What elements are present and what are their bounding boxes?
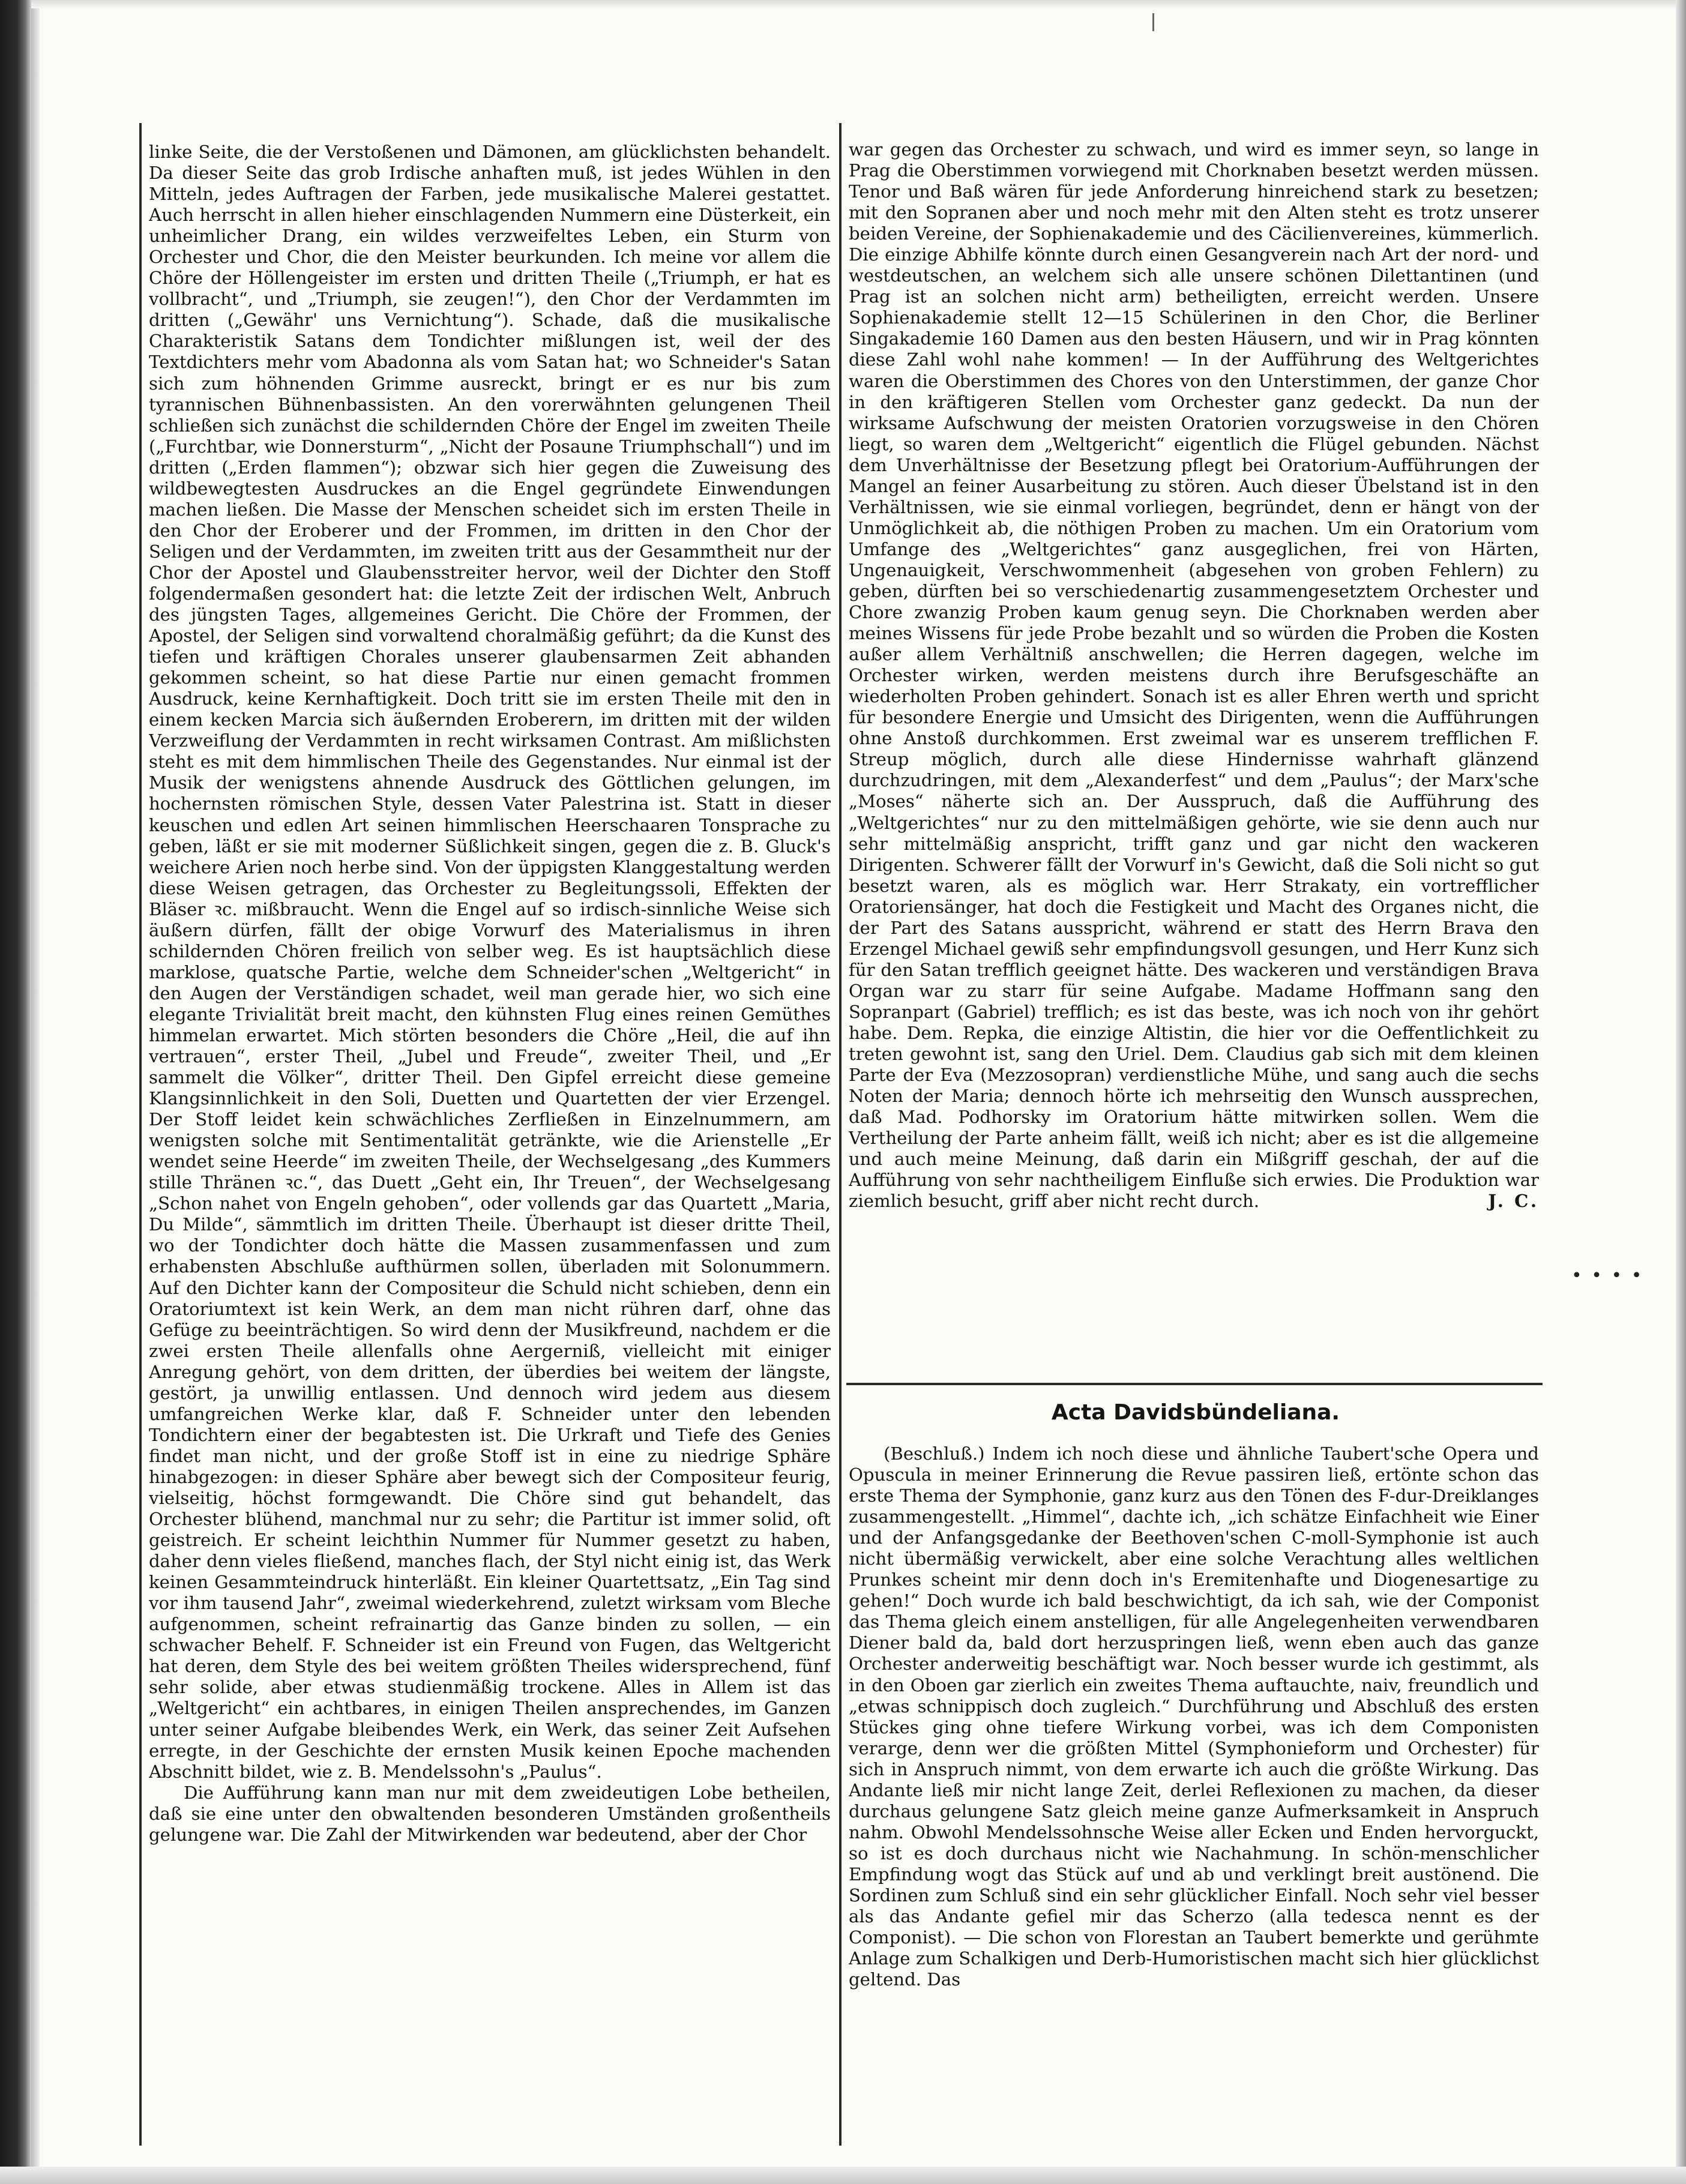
column-divider xyxy=(839,123,841,2146)
author-signature: J. C. xyxy=(1488,1191,1539,1212)
left-column xyxy=(149,142,831,2140)
section-paragraph-1: (Beschluß.) Indem ich noch diese und ähnliche Taubert'sche Opera und Opuscula in meiner Erinnerung die Revue passiren ließ, ertönte schon das erste Thema der Symphonie, ganz kurz aus den Tönen des F-dur-Dreiklanges zusammengestellt. „Himmel“, dachte ich, „ich schätze Einfachheit wie Einer und der Anfangsgedanke der Beethoven'schen C-moll-Symphonie ist auch nicht übermäßig verwickelt, aber eine solche Verachtung alles weltlichen Prunkes scheint mir denn doch in's Eremitenhafte und Diogenesartige zu gehen!“ Doch wurde ich bald beschwichtigt, da ich sah, wie der Componist das Thema gleich einem anstelligen, für alle Angelegenheiten verwendbaren Diener bald da, bald dort herzuspringen ließ, wenn eben auch das ganze Orchester anderweitig beschäftigt war. Noch besser wurde ich gestimmt, als in den Oboen gar zierlich ein zweites Thema auftauchte, naiv, freundlich und „etwas schnippisch doch zugleich.“ Durchführung und Abschluß des ersten Stückes ging ohne tiefere Wirkung vorbei, was ich dem Componisten verarge, denn wer die größten Mittel (Symphonieform und Orchester) für sich in Anspruch nimmt, von dem erwarte ich auch die größte Wirkung. Das Andante ließ mir nicht lange Zeit, derlei Reflexionen zu machen, da dieser durchaus gelungene Satz gleich meine ganze Aufmerksamkeit in Anspruch nahm. Obwohl Mendelssohnsche Weise aller Ecken und Enden hervorguckt, so ist es doch durchaus nicht wie Nachahmung. In schön-menschlicher Empfindung wogt das Stück auf und ab und verklingt breit austönend. Die Sordinen zum Schluß sind ein sehr glücklicher Einfall. Noch sehr viel besser als das Andante gefiel mir das Scherzo (alla tedesca nennt es der Componist). — Die schon von Florestan an Taubert bemerkte und gerühmte Anlage zum Schalkigen und Derb-Humoristischen macht sich hier glücklichst geltend. Das xyxy=(849,1443,1539,1990)
left-margin-rule xyxy=(139,123,142,2146)
left-paragraph-2: Die Aufführung kann man nur mit dem zweideutigen Lobe betheilen, daß sie eine unter den obwaltenden besonderen Umständen großentheils gelungene war. Die Zahl der Mitwirkenden war bedeutend, aber der Chor xyxy=(149,1782,831,1845)
right-paragraph-1: war gegen das Orchester zu schwach, und wird es immer seyn, so lange in Prag die Oberstimmen vorwiegend mit Chorknaben besetzt werden müssen. Tenor und Baß wären für jede Anforderung hinreichend stark zu besetzen; mit den Sopranen aber und noch mehr mit den Alten steht es trotz unserer beiden Vereine, der Sophienakademie und des Cäcilienvereines, kümmerlich. Die einzige Abhilfe könnte durch einen Gesangverein nach Art der nord- und westdeutschen, an welchem sich alle unsere schönen Dilettantinen (und Prag ist an solchen nicht arm) betheiligten, erreicht werden. Unsere Sophienakademie stellt 12—15 Schülerinen in den Chor, die Berliner Singakademie 160 Damen aus den besten Häusern, und wir in Prag könnten diese Zahl wohl nahe kommen! — In der Aufführung des Weltgerichtes waren die Oberstimmen des Chores von den Unterstimmen, der ganze Chor in den kräftigeren Stellen vom Orchester ganz gedeckt. Da nun der wirksame Aufschwung der meisten Oratorien vorzugsweise in den Chören liegt, so waren dem „Weltgericht“ eigentlich die Flügel gebunden. Nächst dem Unverhältnisse der Besetzung pflegt bei Oratorium-Aufführungen der Mangel an feiner Ausarbeitung zu stören. Auch dieser Übelstand ist in den Verhältnissen, wie sie einmal vorliegen, begründet, denn er hängt von der Unmöglichkeit ab, die nöthigen Proben zu machen. Um ein Oratorium vom Umfange des „Weltgerichtes“ ganz ausgeglichen, frei von Härten, Ungenauigkeit, Verschwommenheit (abgesehen von groben Fehlern) zu geben, dürften bei so verschiedenartig zusammengesetztem Orchester und Chore zwanzig Proben kaum genug seyn. Die Chorknaben werden aber meines Wissens für jede Probe bezahlt und so würden die Proben die Kosten außer allem Verhältniß anschwellen; die Herren dagegen, welche im Orchester wirken, werden meistens durch ihre Berufsgeschäfte an wiederholten Proben gehindert. Sonach ist es aller Ehren werth und spricht für besondere Energie und Umsicht des Dirigenten, wenn die Aufführungen ohne Anstoß durchkommen. Erst zweimal war es unserem trefflichen F. Streup möglich, durch alle diese Hindernisse wahrhaft glänzend durchzudringen, mit dem „Alexanderfest“ und dem „Paulus“; der Marx'sche „Moses“ näherte sich an. Der Ausspruch, daß die Aufführung des „Weltgerichtes“ nur zu den mittelmäßigen gehörte, wie sie denn auch nur sehr mittelmäßig anspricht, trifft ganz und gar nicht den wackeren Dirigenten. Schwerer fällt der Vorwurf in's Gewicht, daß die Soli nicht so gut besetzt waren, als es möglich war. Herr Strakaty, ein vortrefflicher Oratoriensänger, hat doch die Festigkeit und Macht des Organes nicht, die der Part des Satans ausspricht, während er statt des Herrn Brava den Erzengel Michael gewiß sehr empfindungsvoll gesungen, und Herr Kunz sich für den Satan trefflich geeignet hätte. Des wackeren und verständigen Brava Organ war zu starr für seine Aufgabe. Madame Hoffmann sang den Sopranpart (Gabriel) trefflich; es ist das beste, was ich noch von ihr gehört habe. Dem. Repka, die einzige Altistin, die hier vor die Oeffentlichkeit zu treten gewohnt ist, sang den Uriel. Dem. Claudius gab sich mit dem kleinen Parte der Eva (Mezzosopran) verdienstliche Mühe, und sang auch die sechs Noten der Maria; dennoch hörte ich mehrseitig den Wunsch aussprechen, daß Mad. Podhorsky im Oratorium hätte mitwirken sollen. Wem die Vertheilung der Parte anheim fällt, weiß ich nicht; aber es ist die allgemeine und auch meine Meinung, daß darin ein Mißgriff geschah, der auf die Aufführung von sehr nachtheiligem Einfluße sich erwies. Die Produktion war ziemlich besucht, griff aber nicht recht durch. J. C. xyxy=(849,139,1539,1212)
margin-mark: • • • • xyxy=(1571,1265,1644,1286)
left-paragraph-1: linke Seite, die der Verstoßenen und Dämonen, am glücklichsten behandelt. Da dieser Seite das grob Irdische anhaften muß, ist jedes Wühlen in den Mitteln, jedes Auftragen der Farben, jede musikalische Malerei gestattet. Auch herrscht in allen hieher einschlagenden Nummern eine Düsterkeit, ein unheimlicher Drang, ein wildes verzweifeltes Leben, ein Sturm von Orchester und Chor, die den Meister beurkunden. Ich meine vor allem die Chöre der Höllengeister im ersten und dritten Theile („Triumph, er hat es vollbracht“, und „Triumph, sie zeugen!“), den Chor der Verdammten im dritten („Gewähr' uns Vernichtung“). Schade, daß die musikalische Charakteristik Satans dem Tondichter mißlungen ist, weil der des Textdichters mehr vom Abadonna als vom Satan hat; wo Schneider's Satan sich zum höhnenden Grimme ausreckt, bringt er es nur bis zum tyrannischen Bühnenbassisten. An den vorerwähnten gelungenen Theil schließen sich zunächst die schildernden Chöre der Engel im zweiten Theile („Furchtbar, wie Donnersturm“, „Nicht der Posaune Triumphschall“) und im dritten („Erden flammen“); obzwar sich hier gegen die Zuweisung des wildbewegtesten Ausdruckes an die Engel gegründete Einwendungen machen ließen. Die Masse der Menschen scheidet sich im ersten Theile in den Chor der Eroberer und der Frommen, im dritten in den Chor der Seligen und der Verdammten, im zweiten tritt aus der Gesammtheit nur der Chor der Apostel und Glaubensstreiter hervor, weil der Dichter den Stoff folgendermaßen gesondert hat: die letzte Zeit der irdischen Welt, Anbruch des jüngsten Tages, allgemeines Gericht. Die Chöre der Frommen, der Apostel, der Seligen sind vorwaltend choralmäßig geführt; da die Kunst des tiefen und kräftigen Chorales unserer glaubensarmen Zeit abhanden gekommen scheint, so hat diese Partie nur einen gemacht frommen Ausdruck, keine Kernhaftigkeit. Doch tritt sie im ersten Theile mit den in einem kecken Marcia sich äußernden Eroberern, im dritten mit der wilden Verzweiflung der Verdammten in recht wirksamen Contrast. Am mißlichsten steht es mit dem himmlischen Theile des Gegenstandes. Nur einmal ist der Musik der wenigstens ahnende Ausdruck des Göttlichen gelungen, im hochernsten römischen Style, dessen Vater Palestrina ist. Statt in dieser keuschen und edlen Art seinen himmlischen Heerschaaren Tonsprache zu geben, läßt er sie mit moderner Süßlichkeit singen, gegen die z. B. Gluck's weichere Arien noch herbe sind. Von der üppigsten Klanggestaltung werden diese Weisen getragen, das Orchester zu Begleitungssoli, Effekten der Bläser ꝛc. mißbraucht. Wenn die Engel auf so irdisch-sinnliche Weise sich äußern dürfen, fällt der obige Vorwurf des Materialismus in ihren schildernden Chören freilich von selber weg. Es ist hauptsächlich diese marklose, quatsche Partie, welche dem Schneider'schen „Weltgericht“ in den Augen der Verständigen schadet, weil man gerade hier, wo sich eine elegante Trivialität breit macht, den kühnsten Flug eines reinen Gemüthes himmelan erwartet. Mich störten besonders die Chöre „Heil, die auf ihn vertrauen“, erster Theil, „Jubel und Freude“, zweiter Theil, und „Er sammelt die Völker“, dritter Theil. Den Gipfel erreicht diese gemeine Klangsinnlichkeit in den Soli, Duetten und Quartetten der vier Erzengel. Der Stoff leidet kein schwächliches Zerfließen in Einzelnummern, am wenigsten solche mit Sentimentalität getränkte, wie die Arienstelle „Er wendet seine Heerde“ im zweiten Theile, der Wechselgesang „des Kummers stille Thränen ꝛc.“, das Duett „Geht ein, Ihr Treuen“, der Wechselgesang „Schon nahet von Engeln gehoben“, oder vollends gar das Quartett „Maria, Du Milde“, sämmtlich im dritten Theile. Überhaupt ist dieser dritte Theil, wo der Tondichter doch hätte die Massen zusammenfassen und zum erhabensten Abschluße aufthürmen sollen, überladen mit Solonummern. Auf den Dichter kann der Compositeur die Schuld nicht schieben, denn ein Oratoriumtext ist kein Werk, an dem man nicht rühren darf, ohne das Gefüge zu beeinträchtigen. So wird denn der Musikfreund, nachdem er die zwei ersten Theile allenfalls ohne Aergerniß, vielleicht mit einiger Anregung gehört, von dem dritten, der überdies bei weitem der längste, gestört, ja unwillig entlassen. Und dennoch wird jedem aus diesem umfangreichen Werke klar, daß F. Schneider unter den lebenden Tondichtern einer der begabtesten ist. Die Urkraft und Tiefe des Genies findet man nicht, und der große Stoff ist in eine zu niedrige Sphäre hinabgezogen: in dieser Sphäre aber bewegt sich der Compositeur feurig, vielseitig, höchst formgewandt. Die Chöre sind gut behandelt, das Orchester blühend, manchmal nur zu sehr; die Partitur ist immer solid, oft geistreich. Er scheint leichthin Nummer für Nummer gesetzt zu haben, daher denn vieles fließend, manches flach, der Styl nicht einig ist, das Werk keinen Gesammteindruck hinterläßt. Ein kleiner Quartettsatz, „Ein Tag sind vor ihm tausend Jahr“, zweimal wiederkehrend, zuletzt wirksam vom Bleche aufgenommen, scheint refrainartig das Ganze binden zu sollen, — ein schwacher Behelf. F. Schneider ist ein Freund von Fugen, das Weltgericht hat deren, dem Style des bei weitem größten Theiles widersprechend, fünf sehr solide, aber etwas studienmäßig trockene. Alles in Allem ist das „Weltgericht“ ein achtbares, in einigen Theilen ansprechendes, im Ganzen unter seiner Aufgabe bleibendes Werk, ein Werk, das seiner Zeit Aufsehen erregte, in der Geschichte der ernsten Musik keinen Epoche machenden Abschnitt bildet, wie z. B. Mendelssohn's „Paulus“. xyxy=(149,142,831,1782)
right-column-review xyxy=(849,139,1539,1376)
page-bottom-edge xyxy=(0,2167,1686,2184)
page-top-edge xyxy=(31,0,1676,8)
page-right-edge xyxy=(1676,0,1686,2184)
book-binding xyxy=(0,0,31,2184)
scan-mark xyxy=(1152,13,1154,31)
binding-shadow xyxy=(31,0,40,2184)
right-column-section xyxy=(849,1443,1539,2152)
section-divider xyxy=(846,1383,1543,1385)
section-title: Acta Davidsbündeliana. xyxy=(1051,1400,1340,1425)
